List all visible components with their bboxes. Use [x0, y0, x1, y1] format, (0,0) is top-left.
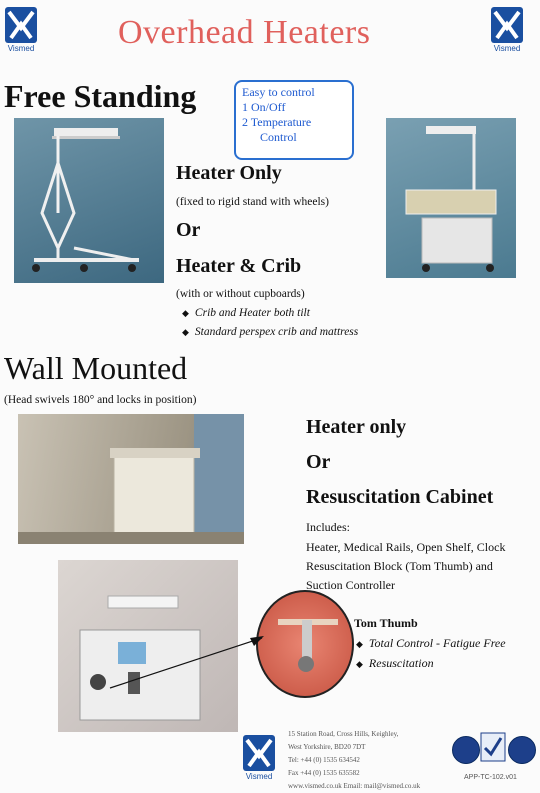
- includes-line-2: Resuscitation Block (Tom Thumb) and: [306, 559, 493, 573]
- heater-only-note: (fixed to rigid stand with wheels): [176, 196, 329, 208]
- vismed-logo-left: [4, 6, 38, 53]
- tom-thumb-photo: [256, 590, 354, 698]
- includes-label: Includes:: [306, 520, 350, 534]
- vismed-logo-icon: [242, 734, 276, 772]
- diamond-bullet-icon: ◆: [182, 308, 189, 318]
- brand-label-left: Vismed: [7, 44, 35, 53]
- footer-fax: Fax +44 (0) 1535 635582: [288, 769, 360, 777]
- vismed-logo-right: [490, 6, 524, 53]
- heater-only-heading: Heater Only: [176, 162, 282, 184]
- wall-mounted-heater-photo: [18, 414, 244, 544]
- vismed-logo-footer: [242, 734, 276, 781]
- tom-thumb-heading: Tom Thumb: [354, 616, 418, 630]
- address-line-2: West Yorkshire, BD20 7DT: [288, 743, 366, 751]
- heater-crib-note: (with or without cupboards): [176, 288, 305, 300]
- heater-crib-photo: [386, 118, 516, 278]
- footer-tel: Tel: +44 (0) 1535 634542: [288, 756, 360, 764]
- bullet-crib-tilt: ◆ Crib and Heater both tilt: [182, 307, 310, 319]
- footer-address: [288, 728, 420, 793]
- arrow-pointer-icon: [90, 630, 270, 700]
- document-code: APP-TC-102.v01: [464, 774, 517, 781]
- wall-mounted-note: (Head swivels 180° and locks in position): [4, 394, 197, 406]
- includes-line-1: Heater, Medical Rails, Open Shelf, Clock: [306, 540, 506, 554]
- diamond-bullet-icon: ◆: [356, 659, 363, 669]
- resuscitation-cabinet-heading: Resuscitation Cabinet: [306, 486, 494, 508]
- vismed-logo-icon: [490, 6, 524, 44]
- control-item-onoff: 1 On/Off: [242, 100, 286, 114]
- free-standing-heater-photo: [14, 118, 164, 283]
- certification-marks: [450, 730, 536, 772]
- vismed-logo-icon: [4, 6, 38, 44]
- brand-label-right: Vismed: [493, 44, 521, 53]
- diamond-bullet-icon: ◆: [182, 327, 189, 337]
- or-text-2: Or: [306, 451, 331, 473]
- bullet-total-control: ◆ Total Control - Fatigue Free: [356, 636, 506, 650]
- control-box-title: Easy to control: [242, 85, 315, 99]
- brand-label-footer: Vismed: [245, 772, 273, 781]
- bullet-resuscitation: ◆ Resuscitation: [356, 656, 434, 670]
- certification-seal-icon-2: [508, 736, 536, 764]
- bullet-perspex-crib: ◆ Standard perspex crib and mattress: [182, 326, 359, 338]
- address-line-1: 15 Station Road, Cross Hills, Keighley,: [288, 730, 399, 738]
- certification-seal-icon: [452, 736, 480, 764]
- footer-web: www.vismed.co.uk Email: mail@vismed.co.uk: [288, 782, 421, 790]
- free-standing-heading: Free Standing: [4, 78, 197, 114]
- or-text-1: Or: [176, 219, 201, 241]
- heater-crib-heading: Heater & Crib: [176, 255, 302, 277]
- ukas-check-icon: [480, 732, 506, 762]
- control-item-temperature-2: Control: [260, 130, 297, 144]
- easy-control-box: [234, 80, 354, 160]
- page-title: Overhead Heaters: [118, 14, 371, 51]
- includes-line-3: Suction Controller: [306, 578, 395, 592]
- diamond-bullet-icon: ◆: [356, 639, 363, 649]
- wall-heater-only-heading: Heater only: [306, 416, 407, 438]
- wall-mounted-heading: Wall Mounted: [4, 350, 188, 386]
- control-item-temperature: 2 Temperature: [242, 115, 312, 129]
